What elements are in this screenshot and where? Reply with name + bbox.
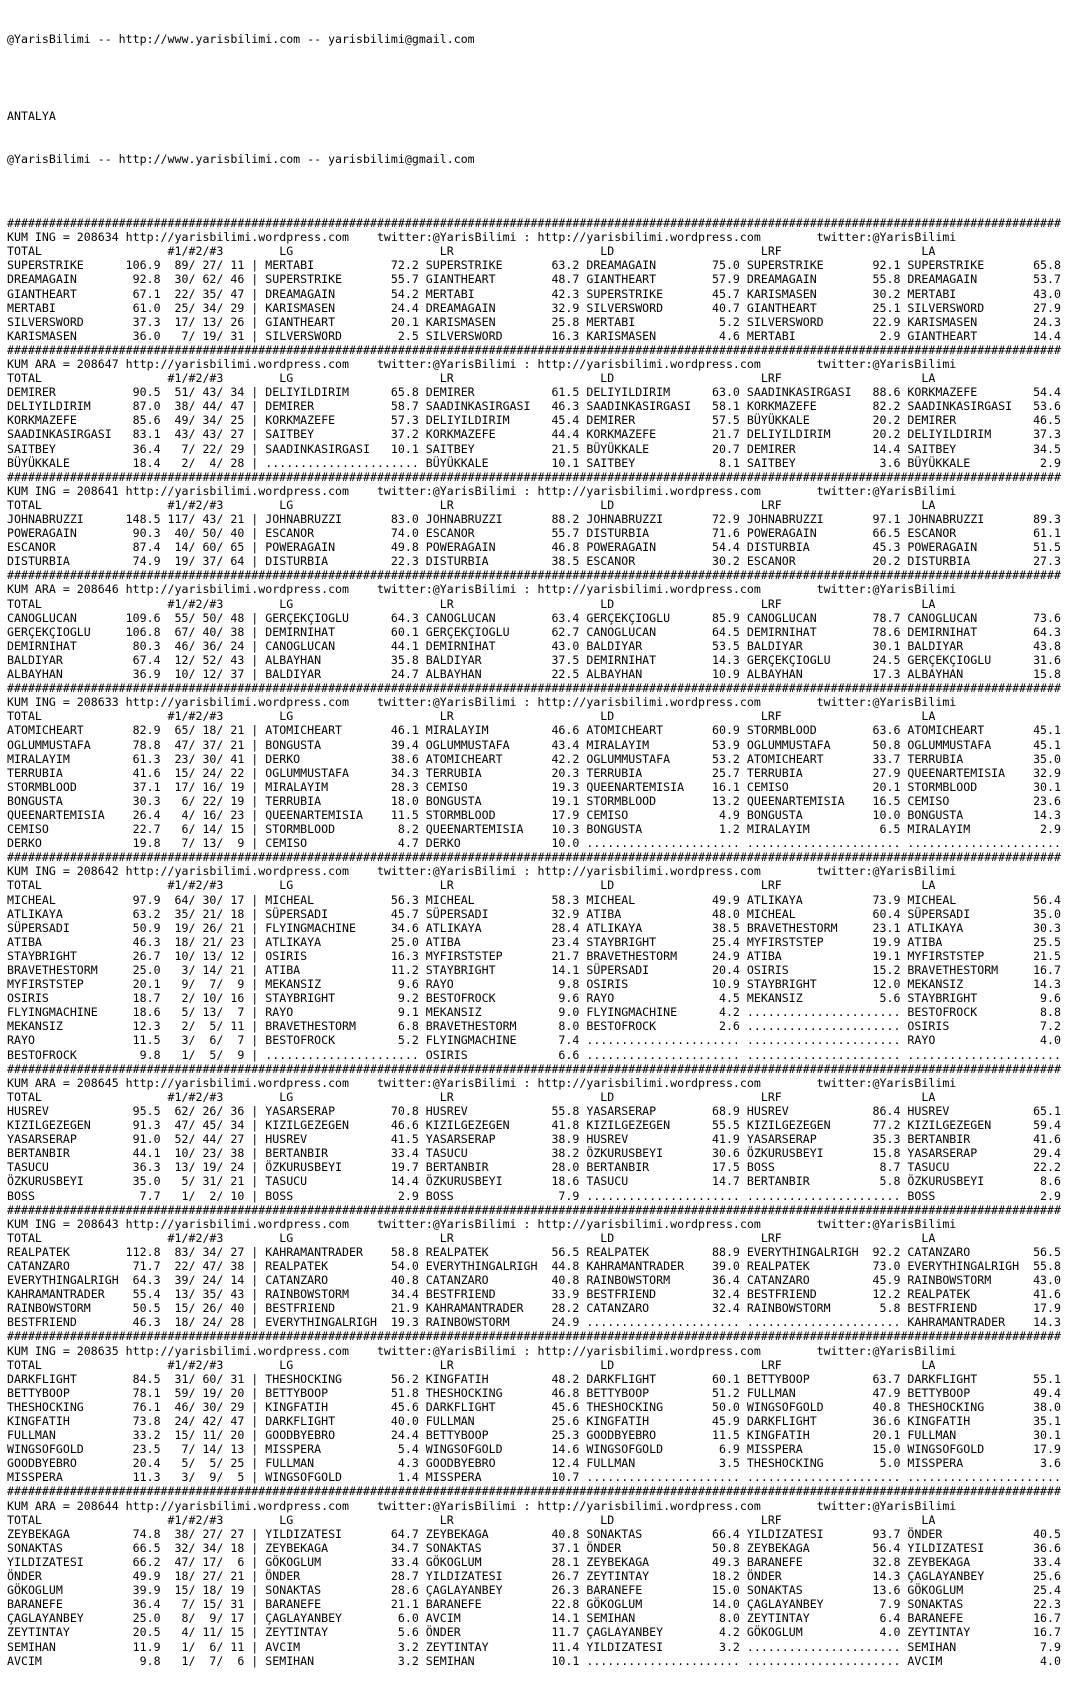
section-title-line: KUM ING = 208643 http://yarisbilimi.wordpress.com twitter:@YarisBilimi : http://yarisbilimi.wordpress.com twitter:@YarisBilimi xyxy=(7,1216,957,1231)
stat-row: TASUCU 36.3 13/ 19/ 24 | ÖZKURUSBEYI 19.7 BERTANBIR 28.0 BERTANBIR 17.5 BOSS 8.7 TASUCU 22.2 xyxy=(7,1160,1061,1175)
stat-row: OSIRIS 18.7 2/ 10/ 16 | STAYBRIGHT 9.2 BESTOFROCK 9.6 RAYO 4.5 MEKANSIZ 5.6 STAYBRIGHT 9.6 xyxy=(7,991,1061,1006)
stat-row: OGLUMMUSTAFA 78.8 47/ 37/ 21 | BONGUSTA 39.4 OGLUMMUSTAFA 43.4 MIRALAYIM 53.9 OGLUMMUSTAFA 50.8 OGLUMMUSTAFA 45.1 xyxy=(7,737,1061,752)
stat-row: POWERAGAIN 90.3 40/ 50/ 40 | ESCANOR 74.0 ESCANOR 55.7 DISTURBIA 71.6 POWERAGAIN 66.5 ESCANOR 61.1 xyxy=(7,526,1061,541)
stat-row: ALBAYHAN 36.9 10/ 12/ 37 | BALDIYAR 24.7 ALBAYHAN 22.5 ALBAYHAN 10.9 ALBAYHAN 17.3 ALBAYHAN 15.8 xyxy=(7,667,1061,682)
contact-line-1: @YarisBilimi -- http://www.yarisbilimi.com -- yarisbilimi@gmail.com xyxy=(7,32,475,47)
stat-row: KIZILGEZEGEN 91.3 47/ 45/ 34 | KIZILGEZEGEN 46.6 KIZILGEZEGEN 41.8 KIZILGEZEGEN 55.5 KIZILGEZEGEN 77.2 KIZILGEZEGEN 59.4 xyxy=(7,1118,1061,1133)
section-title-line: KUM ARA = 208644 http://yarisbilimi.wordpress.com twitter:@YarisBilimi : http://yarisbilimi.wordpress.com twitter:@YarisBilimi xyxy=(7,1498,957,1513)
stat-row: MICHEAL 97.9 64/ 30/ 17 | MICHEAL 56.3 MICHEAL 58.3 MICHEAL 49.9 ATLIKAYA 73.9 MICHEAL 56.4 xyxy=(7,892,1061,907)
stat-row: RAYO 11.5 3/ 6/ 7 | BESTOFROCK 5.2 FLYINGMACHINE 7.4 ...................... ...................... RAYO 4.0 xyxy=(7,1033,1061,1048)
stat-row: GÖKOGLUM 39.9 15/ 18/ 19 | SONAKTAS 28.6 ÇAGLAYANBEY 26.3 BARANEFE 15.0 SONAKTAS 13.6 GÖKOGLUM 25.4 xyxy=(7,1583,1061,1598)
stat-row: QUEENARTEMISIA 26.4 4/ 16/ 23 | QUEENARTEMISIA 11.5 STORMBLOOD 17.9 CEMISO 4.9 BONGUSTA 10.0 BONGUSTA 14.3 xyxy=(7,807,1061,822)
stat-row: SÜPERSADI 50.9 19/ 26/ 21 | FLYINGMACHINE 34.6 ATLIKAYA 28.4 ATLIKAYA 38.5 BRAVETHESTORM 23.1 ATLIKAYA 30.3 xyxy=(7,920,1061,935)
stat-row: KORKMAZEFE 85.6 49/ 34/ 25 | KORKMAZEFE 57.3 DELIYILDIRIM 45.4 DEMIRER 57.5 BÜYÜKKALE 20.2 DEMIRER 46.5 xyxy=(7,413,1061,428)
stat-row: ESCANOR 87.4 14/ 60/ 65 | POWERAGAIN 49.8 POWERAGAIN 46.8 POWERAGAIN 54.4 DISTURBIA 45.3 POWERAGAIN 51.5 xyxy=(7,540,1061,555)
stat-row: GIANTHEART 67.1 22/ 35/ 47 | DREAMAGAIN 54.2 MERTABI 42.3 SUPERSTRIKE 45.7 KARISMASEN 30.2 MERTABI 43.0 xyxy=(7,286,1061,301)
stat-row: ATLIKAYA 63.2 35/ 21/ 18 | SÜPERSADI 45.7 SÜPERSADI 32.9 ATIBA 48.0 MICHEAL 60.4 SÜPERSADI 35.0 xyxy=(7,906,1061,921)
section-separator: ####################################################################################################################################################### xyxy=(7,1202,1061,1217)
section-separator: ####################################################################################################################################################### xyxy=(7,850,1061,865)
stat-row: MIRALAYIM 61.3 23/ 30/ 41 | DERKO 38.6 ATOMICHEART 42.2 OGLUMMUSTAFA 53.2 ATOMICHEART 33.7 TERRUBIA 35.0 xyxy=(7,751,1061,766)
stat-row: CEMISO 22.7 6/ 14/ 15 | STORMBLOOD 8.2 QUEENARTEMISIA 10.3 BONGUSTA 1.2 MIRALAYIM 6.5 MIRALAYIM 2.9 xyxy=(7,822,1061,837)
stat-row: KAHRAMANTRADER 55.4 13/ 35/ 43 | RAINBOWSTORM 34.4 BESTFRIEND 33.9 BESTFRIEND 32.4 BESTFRIEND 12.2 REALPATEK 41.6 xyxy=(7,1287,1061,1302)
stat-row: DEMIRER 90.5 51/ 43/ 34 | DELIYILDIRIM 65.8 DEMIRER 61.5 DELIYILDIRIM 63.0 SAADINKASIRGASI 88.6 KORKMAZEFE 54.4 xyxy=(7,385,1061,400)
section-title-line: KUM ING = 208635 http://yarisbilimi.wordpress.com twitter:@YarisBilimi : http://yarisbilimi.wordpress.com twitter:@YarisBilimi xyxy=(7,1343,957,1358)
stat-row: GOODBYEBRO 20.4 5/ 5/ 25 | FULLMAN 4.3 GOODBYEBRO 12.4 FULLMAN 3.5 THESHOCKING 5.0 MISSPERA 3.6 xyxy=(7,1456,1061,1471)
stat-row: FLYINGMACHINE 18.6 5/ 13/ 7 | RAYO 9.1 MEKANSIZ 9.0 FLYINGMACHINE 4.2 ...................... BESTOFROCK 8.8 xyxy=(7,1005,1061,1020)
contact-line-2: @YarisBilimi -- http://www.yarisbilimi.com -- yarisbilimi@gmail.com xyxy=(7,151,475,166)
stat-row: BÜYÜKKALE 18.4 2/ 4/ 28 | ...................... BÜYÜKKALE 10.1 SAITBEY 8.1 SAITBEY 3.6 BÜYÜKKALE 2.9 xyxy=(7,455,1061,470)
section-separator: ####################################################################################################################################################### xyxy=(7,1061,1061,1076)
section-separator: ####################################################################################################################################################### xyxy=(7,342,1061,357)
stat-row: ZEYTINTAY 20.5 4/ 11/ 15 | ZEYTINTAY 5.6 ÖNDER 11.7 ÇAGLAYANBEY 4.2 GÖKOGLUM 4.0 ZEYTINTAY 16.7 xyxy=(7,1625,1061,1640)
stat-row: TERRUBIA 41.6 15/ 24/ 22 | OGLUMMUSTAFA 34.3 TERRUBIA 20.3 TERRUBIA 25.7 TERRUBIA 27.9 QUEENARTEMISIA 32.9 xyxy=(7,765,1061,780)
stat-row: RAINBOWSTORM 50.5 15/ 26/ 40 | BESTFRIEND 21.9 KAHRAMANTRADER 28.2 CATANZARO 32.4 RAINBOWSTORM 5.8 BESTFRIEND 17.9 xyxy=(7,1301,1061,1316)
stat-row: MISSPERA 11.3 3/ 9/ 5 | WINGSOFGOLD 1.4 MISSPERA 10.7 ...................... ...................... ...................... xyxy=(7,1470,1061,1485)
stat-row: THESHOCKING 76.1 46/ 30/ 29 | KINGFATIH 45.6 DARKFLIGHT 45.6 THESHOCKING 50.0 WINGSOFGOLD 40.8 THESHOCKING 38.0 xyxy=(7,1399,1061,1414)
stat-row: EVERYTHINGALRIGH 64.3 39/ 24/ 14 | CATANZARO 40.8 CATANZARO 40.8 RAINBOWSTORM 36.4 CATANZARO 45.9 RAINBOWSTORM 43.0 xyxy=(7,1273,1061,1288)
stat-row: BOSS 7.7 1/ 2/ 10 | BOSS 2.9 BOSS 7.9 ...................... ...................... BOSS 2.9 xyxy=(7,1188,1061,1203)
stat-row: BETTYBOOP 78.1 59/ 19/ 20 | BETTYBOOP 51.8 THESHOCKING 46.8 BETTYBOOP 51.2 FULLMAN 47.9 BETTYBOOP 49.4 xyxy=(7,1385,1061,1400)
column-header-line: TOTAL #1/#2/#3 LG LR LD LRF LA xyxy=(7,596,936,611)
stat-row: SUPERSTRIKE 106.9 89/ 27/ 11 | MERTABI 72.2 SUPERSTRIKE 63.2 DREAMAGAIN 75.0 SUPERSTRIKE 92.1 SUPERSTRIKE 65.8 xyxy=(7,258,1061,273)
stat-row: SAADINKASIRGASI 83.1 43/ 43/ 27 | SAITBEY 37.2 KORKMAZEFE 44.4 KORKMAZEFE 21.7 DELIYILDIRIM 20.2 DELIYILDIRIM 37.3 xyxy=(7,427,1061,442)
stat-row: BARANEFE 36.4 7/ 15/ 31 | BARANEFE 21.1 BARANEFE 22.8 GÖKOGLUM 14.0 ÇAGLAYANBEY 7.9 SONAKTAS 22.3 xyxy=(7,1597,1061,1612)
stat-row: SONAKTAS 66.5 32/ 34/ 18 | ZEYBEKAGA 34.7 SONAKTAS 37.1 ÖNDER 50.8 ZEYBEKAGA 56.4 YILDIZATESI 36.6 xyxy=(7,1540,1061,1555)
section-title-line: KUM ING = 208642 http://yarisbilimi.wordpress.com twitter:@YarisBilimi : http://yarisbilimi.wordpress.com twitter:@YarisBilimi xyxy=(7,864,957,879)
stat-row: BRAVETHESTORM 25.0 3/ 14/ 21 | ATIBA 11.2 STAYBRIGHT 14.1 SÜPERSADI 20.4 OSIRIS 15.2 BRAVETHESTORM 16.7 xyxy=(7,963,1061,977)
section-separator: ####################################################################################################################################################### xyxy=(7,568,1061,583)
stat-row: DELIYILDIRIM 87.0 38/ 44/ 47 | DEMIRER 58.7 SAADINKASIRGASI 46.3 SAADINKASIRGASI 58.1 KORKMAZEFE 82.2 SAADINKASIRGASI 53.6 xyxy=(7,399,1061,414)
section-title-line: KUM ARA = 208645 http://yarisbilimi.wordpress.com twitter:@YarisBilimi : http://yarisbilimi.wordpress.com twitter:@YarisBilimi xyxy=(7,1075,957,1090)
stat-row: SEMIHAN 11.9 1/ 6/ 11 | AVCIM 3.2 ZEYTINTAY 11.4 YILDIZATESI 3.2 ...................... SEMIHAN 7.9 xyxy=(7,1639,1061,1654)
report-body xyxy=(7,216,1073,1668)
section-separator: ####################################################################################################################################################### xyxy=(7,681,1061,696)
stat-row: STAYBRIGHT 26.7 10/ 13/ 12 | OSIRIS 16.3 MYFIRSTSTEP 21.7 BRAVETHESTORM 24.9 ATIBA 19.1 MYFIRSTSTEP 21.5 xyxy=(7,948,1061,963)
stat-row: CATANZARO 71.7 22/ 47/ 38 | REALPATEK 54.0 EVERYTHINGALRIGH 44.8 KAHRAMANTRADER 39.0 REALPATEK 73.0 EVERYTHINGALRIGH 55.8 xyxy=(7,1258,1061,1273)
city-label: ANTALYA xyxy=(7,109,56,124)
stat-row: JOHNABRUZZI 148.5 117/ 43/ 21 | JOHNABRUZZI 83.0 JOHNABRUZZI 88.2 JOHNABRUZZI 72.9 JOHNABRUZZI 97.1 JOHNABRUZZI 89.3 xyxy=(7,512,1061,526)
column-header-line: TOTAL #1/#2/#3 LG LR LD LRF LA xyxy=(7,1512,936,1527)
section-separator: ####################################################################################################################################################### xyxy=(7,216,1061,231)
stat-row: WINGSOFGOLD 23.5 7/ 14/ 13 | MISSPERA 5.4 WINGSOFGOLD 14.6 WINGSOFGOLD 6.9 MISSPERA 15.0 WINGSOFGOLD 17.9 xyxy=(7,1442,1061,1457)
stat-row: DISTURBIA 74.9 19/ 37/ 64 | DISTURBIA 22.3 DISTURBIA 38.5 ESCANOR 30.2 ESCANOR 20.2 DISTURBIA 27.3 xyxy=(7,554,1061,569)
stat-row: YASARSERAP 91.0 52/ 44/ 27 | HUSREV 41.5 YASARSERAP 38.9 HUSREV 41.9 YASARSERAP 35.3 BERTANBIR 41.6 xyxy=(7,1132,1061,1147)
column-header-line: TOTAL #1/#2/#3 LG LR LD LRF LA xyxy=(7,497,936,512)
stat-row: ATIBA 46.3 18/ 21/ 23 | ATLIKAYA 25.0 ATIBA 23.4 STAYBRIGHT 25.4 MYFIRSTSTEP 19.9 ATIBA 25.5 xyxy=(7,934,1061,949)
section-title-line: KUM ING = 208633 http://yarisbilimi.wordpress.com twitter:@YarisBilimi : http://yarisbilimi.wordpress.com twitter:@YarisBilimi xyxy=(7,695,957,710)
stat-row: DARKFLIGHT 84.5 31/ 60/ 31 | THESHOCKING 56.2 KINGFATIH 48.2 DARKFLIGHT 60.1 BETTYBOOP 63.7 DARKFLIGHT 55.1 xyxy=(7,1371,1061,1386)
column-header-line: TOTAL #1/#2/#3 LG LR LD LRF LA xyxy=(7,1357,936,1372)
stat-row: ATOMICHEART 82.9 65/ 18/ 21 | ATOMICHEART 46.1 MIRALAYIM 46.6 ATOMICHEART 60.9 STORMBLOOD 63.6 ATOMICHEART 45.1 xyxy=(7,723,1061,738)
stat-row: AVCIM 9.8 1/ 7/ 6 | SEMIHAN 3.2 SEMIHAN 10.1 ...................... ...................... AVCIM 4.0 xyxy=(7,1653,1061,1668)
stat-row: STORMBLOOD 37.1 17/ 16/ 19 | MIRALAYIM 28.3 CEMISO 19.3 QUEENARTEMISIA 16.1 CEMISO 20.1 STORMBLOOD 30.1 xyxy=(7,779,1061,794)
stat-row: KINGFATIH 73.8 24/ 42/ 47 | DARKFLIGHT 40.0 FULLMAN 25.6 KINGFATIH 45.9 DARKFLIGHT 36.6 KINGFATIH 35.1 xyxy=(7,1414,1061,1428)
stat-row: MEKANSIZ 12.3 2/ 5/ 11 | BRAVETHESTORM 6.8 BRAVETHESTORM 8.0 BESTOFROCK 2.6 ...................... OSIRIS 7.2 xyxy=(7,1019,1061,1034)
stat-row: BONGUSTA 30.3 6/ 22/ 19 | TERRUBIA 18.0 BONGUSTA 19.1 STORMBLOOD 13.2 QUEENARTEMISIA 16.5 CEMISO 23.6 xyxy=(7,793,1061,808)
stat-row: ÇAGLAYANBEY 25.0 8/ 9/ 17 | ÇAGLAYANBEY 6.0 AVCIM 14.1 SEMIHAN 8.0 ZEYTINTAY 6.4 BARANEFE 16.7 xyxy=(7,1611,1061,1626)
stat-row: HUSREV 95.5 62/ 26/ 36 | YASARSERAP 70.8 HUSREV 55.8 YASARSERAP 68.9 HUSREV 86.4 HUSREV 65.1 xyxy=(7,1103,1061,1118)
stat-row: GERÇEKÇIOGLU 106.8 67/ 40/ 38 | DEMIRNIHAT 60.1 GERÇEKÇIOGLU 62.7 CANOGLUCAN 64.5 DEMIRNIHAT 78.6 DEMIRNIHAT 64.3 xyxy=(7,624,1061,639)
stat-row: YILDIZATESI 66.2 47/ 17/ 6 | GÖKOGLUM 33.4 GÖKOGLUM 28.1 ZEYBEKAGA 49.3 BARANEFE 32.8 ZEYBEKAGA 33.4 xyxy=(7,1554,1061,1569)
column-header-line: TOTAL #1/#2/#3 LG LR LD LRF LA xyxy=(7,244,936,259)
stat-row: BERTANBIR 44.1 10/ 23/ 38 | BERTANBIR 33.4 TASUCU 38.2 ÖZKURUSBEYI 30.6 ÖZKURUSBEYI 15.8 YASARSERAP 29.4 xyxy=(7,1146,1061,1161)
stat-row: MERTABI 61.0 25/ 34/ 29 | KARISMASEN 24.4 DREAMAGAIN 32.9 SILVERSWORD 40.7 GIANTHEART 25.1 SILVERSWORD 27.9 xyxy=(7,300,1061,315)
section-title-line: KUM ARA = 208647 http://yarisbilimi.wordpress.com twitter:@YarisBilimi : http://yarisbilimi.wordpress.com twitter:@YarisBilimi xyxy=(7,356,957,371)
section-separator: ####################################################################################################################################################### xyxy=(7,1484,1061,1499)
stat-row: DREAMAGAIN 92.8 30/ 62/ 46 | SUPERSTRIKE 55.7 GIANTHEART 48.7 GIANTHEART 57.9 DREAMAGAIN 55.8 DREAMAGAIN 53.7 xyxy=(7,272,1061,287)
stat-row: REALPATEK 112.8 83/ 34/ 27 | KAHRAMANTRADER 58.8 REALPATEK 56.5 REALPATEK 88.9 EVERYTHINGALRIGH 92.2 CATANZARO 56.5 xyxy=(7,1244,1061,1259)
stat-row: FULLMAN 33.2 15/ 11/ 20 | GOODBYEBRO 24.4 BETTYBOOP 25.3 GOODBYEBRO 11.5 KINGFATIH 20.1 FULLMAN 30.1 xyxy=(7,1428,1061,1443)
column-header-line: TOTAL #1/#2/#3 LG LR LD LRF LA xyxy=(7,1089,936,1104)
stat-row: SILVERSWORD 37.3 17/ 13/ 26 | GIANTHEART 20.1 KARISMASEN 25.8 MERTABI 5.2 SILVERSWORD 22.9 KARISMASEN 24.3 xyxy=(7,314,1061,329)
stat-row: BESTFRIEND 46.3 18/ 24/ 28 | EVERYTHINGALRIGH 19.3 RAINBOWSTORM 24.9 ...................... ...................... KAHRAMANTRADER 14.3 xyxy=(7,1315,1061,1330)
stat-row: MYFIRSTSTEP 20.1 9/ 7/ 9 | MEKANSIZ 9.6 RAYO 9.8 OSIRIS 10.9 STAYBRIGHT 12.0 MEKANSIZ 14.3 xyxy=(7,977,1061,992)
column-header-line: TOTAL #1/#2/#3 LG LR LD LRF LA xyxy=(7,878,936,893)
section-title-line: KUM ING = 208634 http://yarisbilimi.wordpress.com twitter:@YarisBilimi : http://yarisbilimi.wordpress.com twitter:@YarisBilimi xyxy=(7,230,957,245)
stat-row: BALDIYAR 67.4 12/ 52/ 43 | ALBAYHAN 35.8 BALDIYAR 37.5 DEMIRNIHAT 14.3 GERÇEKÇIOGLU 24.5 GERÇEKÇIOGLU 31.6 xyxy=(7,652,1061,667)
stat-row: KARISMASEN 36.0 7/ 19/ 31 | SILVERSWORD 2.5 SILVERSWORD 16.3 KARISMASEN 4.6 MERTABI 2.9 GIANTHEART 14.4 xyxy=(7,328,1061,343)
section-separator: ####################################################################################################################################################### xyxy=(7,1329,1061,1344)
stat-row: DERKO 19.8 7/ 13/ 9 | CEMISO 4.7 DERKO 10.0 ...................... ...................... ...................... xyxy=(7,836,1061,851)
section-title-line: KUM ARA = 208646 http://yarisbilimi.wordpress.com twitter:@YarisBilimi : http://yarisbilimi.wordpress.com twitter:@YarisBilimi xyxy=(7,582,957,597)
stat-row: CANOGLUCAN 109.6 55/ 50/ 48 | GERÇEKÇIOGLU 64.3 CANOGLUCAN 63.4 GERÇEKÇIOGLU 85.9 CANOGLUCAN 78.7 CANOGLUCAN 73.6 xyxy=(7,610,1061,625)
column-header-line: TOTAL #1/#2/#3 LG LR LD LRF LA xyxy=(7,1230,936,1245)
stat-row: SAITBEY 36.4 7/ 22/ 29 | SAADINKASIRGASI 10.1 SAITBEY 21.5 BÜYÜKKALE 20.7 DEMIRER 14.4 SAITBEY 34.5 xyxy=(7,441,1061,456)
section-separator: ####################################################################################################################################################### xyxy=(7,469,1061,484)
stat-row: ÖZKURUSBEYI 35.0 5/ 31/ 21 | TASUCU 14.4 ÖZKURUSBEYI 18.6 TASUCU 14.7 BERTANBIR 5.8 ÖZKURUSBEYI 8.6 xyxy=(7,1174,1061,1189)
column-header-line: TOTAL #1/#2/#3 LG LR LD LRF LA xyxy=(7,371,936,386)
column-header-line: TOTAL #1/#2/#3 LG LR LD LRF LA xyxy=(7,709,936,724)
stat-row: ÖNDER 49.9 18/ 27/ 21 | ÖNDER 28.7 YILDIZATESI 26.7 ZEYTINTAY 18.2 ÖNDER 14.3 ÇAGLAYANBEY 25.6 xyxy=(7,1569,1061,1584)
stat-row: DEMIRNIHAT 80.3 46/ 36/ 24 | CANOGLUCAN 44.1 DEMIRNIHAT 43.0 BALDIYAR 53.5 BALDIYAR 30.1 BALDIYAR 43.8 xyxy=(7,638,1061,653)
stat-row: BESTOFROCK 9.8 1/ 5/ 9 | ...................... OSIRIS 6.6 ...................... ...................... ...................... xyxy=(7,1047,1061,1062)
stat-row: ZEYBEKAGA 74.8 38/ 27/ 27 | YILDIZATESI 64.7 ZEYBEKAGA 40.8 SONAKTAS 66.4 YILDIZATESI 93.7 ÖNDER 40.5 xyxy=(7,1526,1061,1541)
section-title-line: KUM ING = 208641 http://yarisbilimi.wordpress.com twitter:@YarisBilimi : http://yarisbilimi.wordpress.com twitter:@YarisBilimi xyxy=(7,483,957,498)
